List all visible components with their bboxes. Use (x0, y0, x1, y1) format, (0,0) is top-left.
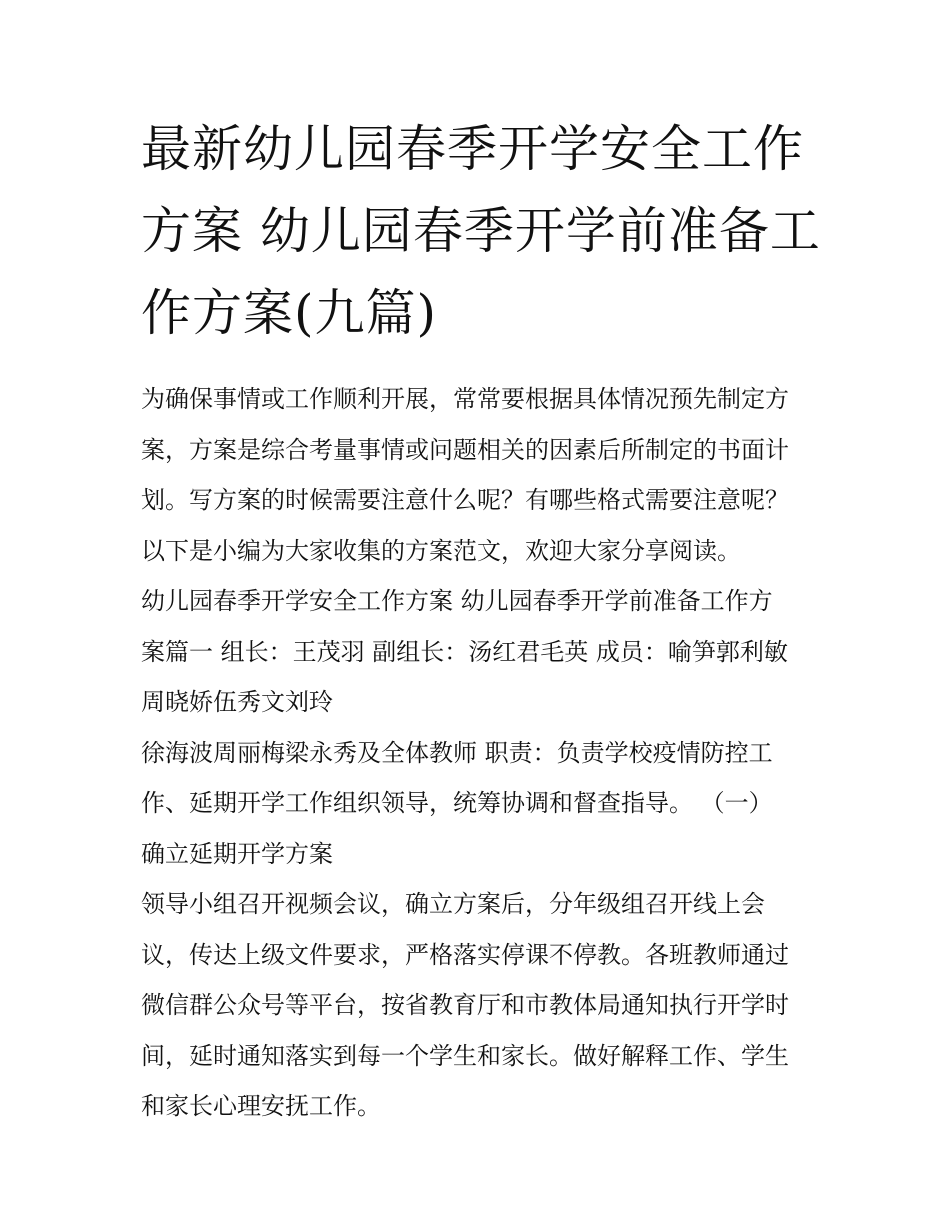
text-line: 划。写方案的时候需要注意什么呢？有哪些格式需要注意呢？ (141, 486, 789, 514)
paragraph-intro (141, 374, 813, 576)
text-line: 微信群公众号等平台，按省教育厅和市教体局通知执行开学时 (141, 991, 789, 1019)
paragraph-section-one (141, 576, 813, 728)
text-line: 确立延期开学方案 (141, 839, 333, 868)
document-body (141, 374, 813, 1132)
text-line: 徐海波周丽梅梁永秀及全体教师 职责：负责学校疫情防控工 (141, 738, 773, 767)
text-line: 议，传达上级文件要求，严格落实停课不停教。各班教师通过 (141, 940, 789, 969)
text-line: 领导小组召开视频会议，确立方案后，分年级组召开线上会 (141, 890, 765, 918)
text-line: 以下是小编为大家收集的方案范文，欢迎大家分享阅读。 (141, 536, 741, 565)
document-content (141, 108, 821, 1132)
text-line: 案篇一 组长：王茂羽 副组长：汤红君毛英 成员：喻笋郭利敏 (141, 637, 788, 666)
text-line: 案，方案是综合考量事情或问题相关的因素后所制定的书面计 (141, 435, 789, 464)
text-line: 作、延期开学工作组织领导，统筹协调和督查指导。 （一） (141, 789, 773, 817)
paragraph-meeting (141, 879, 813, 1132)
title-line: 方案 幼儿园春季开学前准备工 (141, 202, 821, 260)
title-line: 最新幼儿园春季开学安全工作 (141, 120, 804, 178)
paragraph-duties (141, 728, 813, 880)
text-line: 间，延时通知落实到每一个学生和家长。做好解释工作、学生 (141, 1041, 789, 1070)
text-line: 幼儿园春季开学安全工作方案 幼儿园春季开学前准备工作方 (141, 587, 773, 615)
text-line: 为确保事情或工作顺利开展，常常要根据具体情况预先制定方 (141, 385, 789, 413)
text-line: 周晓娇伍秀文刘玲 (141, 688, 333, 716)
title-line: 作方案(九篇) (141, 284, 438, 342)
text-line: 和家长心理安抚工作。 (141, 1092, 381, 1120)
document-title (141, 108, 821, 354)
